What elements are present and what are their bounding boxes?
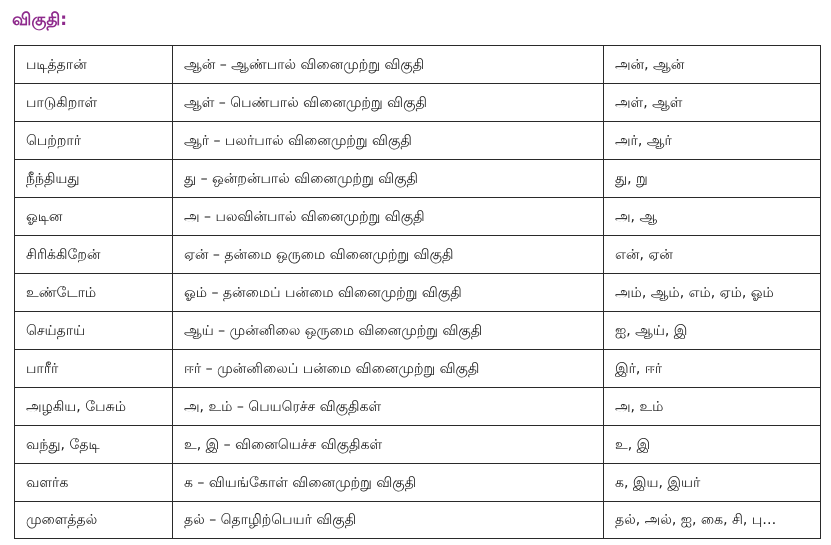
table-row bbox=[15, 350, 821, 388]
suffix-cell: உ, இ – வினையெச்ச விகுதிகள் bbox=[173, 426, 604, 464]
forms-cell: அ, ஆ bbox=[604, 198, 821, 236]
forms-cell: து, று bbox=[604, 160, 821, 198]
word-cell: பாரீர் bbox=[15, 350, 173, 388]
forms-cell: என், ஏன் bbox=[604, 236, 821, 274]
suffix-cell: க – வியங்கோள் வினைமுற்று விகுதி bbox=[173, 464, 604, 502]
forms-cell: அ, உம் bbox=[604, 388, 821, 426]
forms-cell: அன், ஆன் bbox=[604, 46, 821, 84]
suffix-cell: ஆய் – முன்னிலை ஒருமை வினைமுற்று விகுதி bbox=[173, 312, 604, 350]
word-cell: வந்து, தேடி bbox=[15, 426, 173, 464]
suffix-cell: ஓம் – தன்மைப் பன்மை வினைமுற்று விகுதி bbox=[173, 274, 604, 312]
table-row bbox=[15, 84, 821, 122]
forms-cell: உ, இ bbox=[604, 426, 821, 464]
word-cell: வளர்க bbox=[15, 464, 173, 502]
forms-cell: அள், ஆள் bbox=[604, 84, 821, 122]
word-cell: அழகிய, பேசும் bbox=[15, 388, 173, 426]
forms-cell: அம், ஆம், எம், ஏம், ஓம் bbox=[604, 274, 821, 312]
suffix-cell: அ, உம் – பெயரெச்ச விகுதிகள் bbox=[173, 388, 604, 426]
table-row bbox=[15, 464, 821, 502]
suffix-cell: ஆன் – ஆண்பால் வினைமுற்று விகுதி bbox=[173, 46, 604, 84]
table-row bbox=[15, 502, 821, 539]
suffix-table bbox=[14, 45, 821, 539]
word-cell: பாடுகிறாள் bbox=[15, 84, 173, 122]
table-row bbox=[15, 46, 821, 84]
table-row bbox=[15, 160, 821, 198]
forms-cell: தல், அல், ஐ, கை, சி, பு… bbox=[604, 502, 821, 539]
suffix-cell: ஆள் – பெண்பால் வினைமுற்று விகுதி bbox=[173, 84, 604, 122]
forms-cell: க, இய, இயர் bbox=[604, 464, 821, 502]
table-row bbox=[15, 236, 821, 274]
table-row bbox=[15, 122, 821, 160]
suffix-cell: து – ஒன்றன்பால் வினைமுற்று விகுதி bbox=[173, 160, 604, 198]
suffix-cell: அ – பலவின்பால் வினைமுற்று விகுதி bbox=[173, 198, 604, 236]
section-heading: விகுதி: bbox=[12, 10, 68, 30]
word-cell: படித்தான் bbox=[15, 46, 173, 84]
table-row bbox=[15, 312, 821, 350]
forms-cell: அர், ஆர் bbox=[604, 122, 821, 160]
word-cell: முளைத்தல் bbox=[15, 502, 173, 539]
forms-cell: இர், ஈர் bbox=[604, 350, 821, 388]
suffix-cell: தல் – தொழிற்பெயர் விகுதி bbox=[173, 502, 604, 539]
word-cell: உண்டோம் bbox=[15, 274, 173, 312]
word-cell: பெற்றார் bbox=[15, 122, 173, 160]
word-cell: நீந்தியது bbox=[15, 160, 173, 198]
word-cell: சிரிக்கிறேன் bbox=[15, 236, 173, 274]
table-row bbox=[15, 198, 821, 236]
table-row bbox=[15, 274, 821, 312]
suffix-cell: ஏன் – தன்மை ஒருமை வினைமுற்று விகுதி bbox=[173, 236, 604, 274]
word-cell: ஓடின bbox=[15, 198, 173, 236]
forms-cell: ஐ, ஆய், இ bbox=[604, 312, 821, 350]
word-cell: செய்தாய் bbox=[15, 312, 173, 350]
suffix-cell: ஆர் – பலர்பால் வினைமுற்று விகுதி bbox=[173, 122, 604, 160]
suffix-cell: ஈர் – முன்னிலைப் பன்மை வினைமுற்று விகுதி bbox=[173, 350, 604, 388]
table-row bbox=[15, 426, 821, 464]
table-row bbox=[15, 388, 821, 426]
